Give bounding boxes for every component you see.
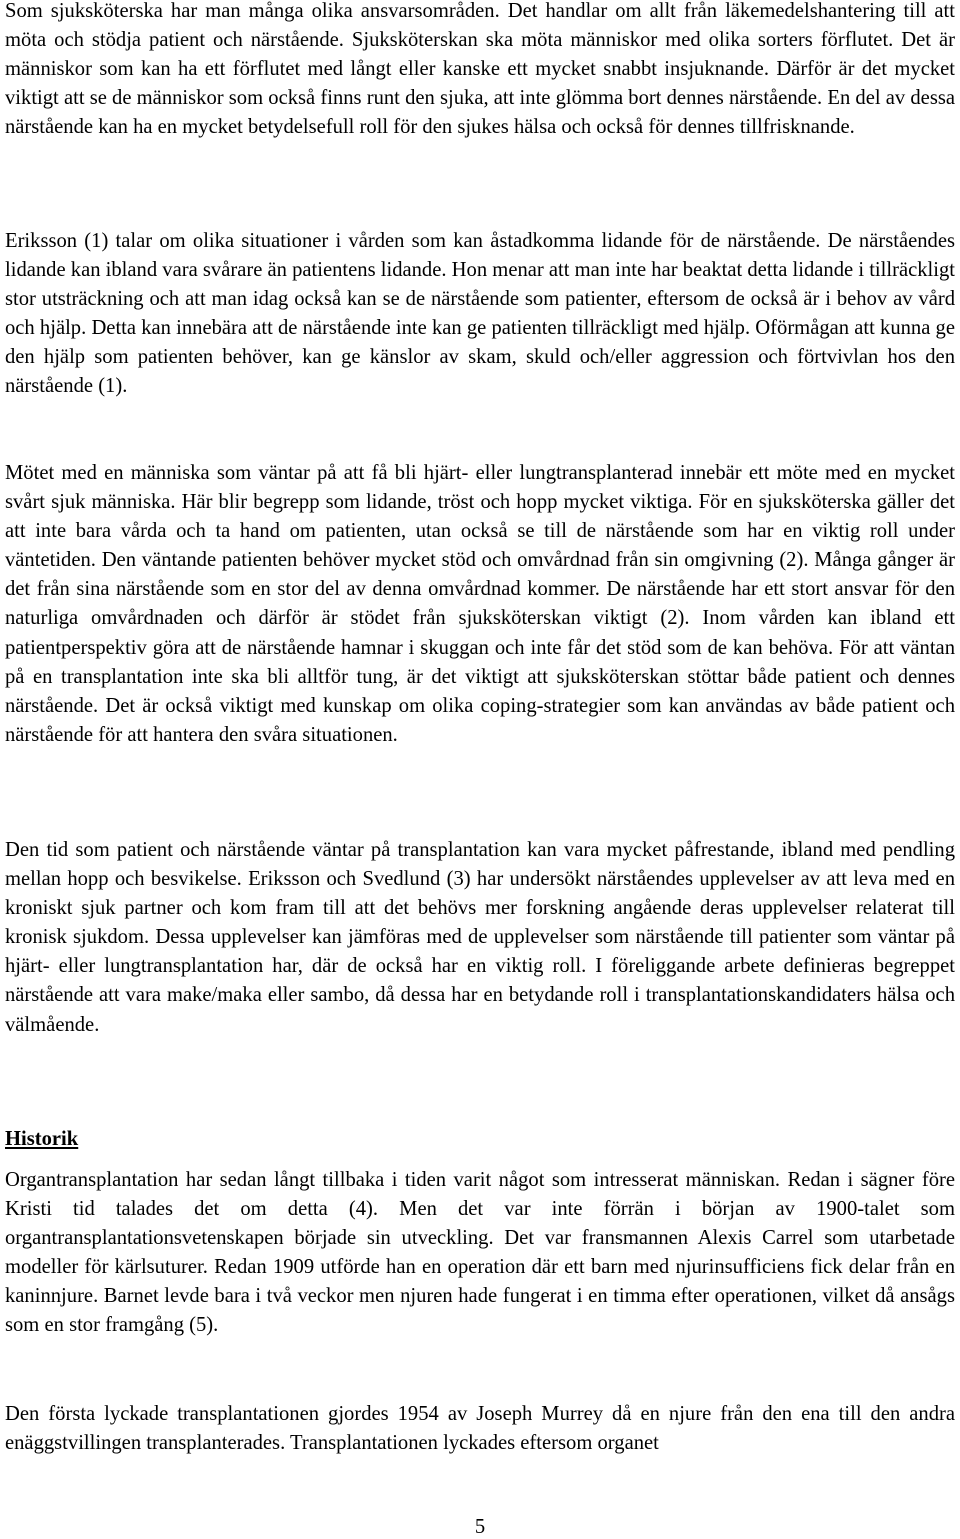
document-page [5, 0, 955, 1537]
body-paragraph-1: Som sjuksköterska har man många olika ansvarsområden. Det handlar om allt från läkemedelshantering till att möta och stödja patient och närstående. Sjuksköterskan ska möta människor med olika sorters förflutet. Det är människor som kan ha ett förflutet med långt eller kanske ett mycket snabbt insjuknande. Därför är det mycket viktigt att se de människor som också finns runt den sjuka, att inte glömma bort dennes närstående. En del av dessa närstående kan ha en mycket betydelsefull roll för den sjukes hälsa och också för dennes tillfrisknande. [5, 0, 955, 139]
body-paragraph-4: Den tid som patient och närstående väntar på transplantation kan vara mycket påfrestande, ibland med pendling mellan hopp och besvikelse. Eriksson och Svedlund (3) har undersökt närståendes upplevelser av att leva med en kroniskt sjuk partner och kom fram till att det behövs mer forskning angående deras upplevelser relaterat till kronisk sjukdom. Dessa upplevelser kan jämföras med de upplevelser som närstående till patienter som väntar på hjärt- eller lungtransplantation har, där de också har en viktig roll. I föreliggande arbete definieras begreppet närstående att vara make/maka eller sambo, då dessa har en betydande roll i transplantationskandidaters hälsa och välmående. [5, 839, 955, 1036]
section-paragraph-1: Organtransplantation har sedan långt tillbaka i tiden varit något som intresserat människan. Redan i sägner före Kristi tid talades det om detta (4). Men det var inte förrän i början av 1900-talet som organtransplantationsvetenskapen började sin utveckling. Det var fransmannen Alexis Carrel som utarbetade modeller för kärlsuturer. Redan 1909 utförde han en operation där ett barn med njurinsufficiens fick delar från en kaninnjure. Barnet levde bara i två veckor men njuren hade fungerat i en timma efter operationen, vilket då ansågs som en stor framgång (5). [5, 1169, 955, 1337]
section-paragraph-2: Den första lyckade transplantationen gjordes 1954 av Joseph Murrey då en njure från den ena till den andra enäggstvillingen transplanterades. Transplantationen lyckades eftersom organet [5, 1403, 955, 1455]
body-paragraph-2: Eriksson (1) talar om olika situationer i vården som kan åstadkomma lidande för de närstående. De närståendes lidande kan ibland vara svårare än patientens lidande. Hon menar att man inte har beaktat detta lidande i tillräckligt stor utsträckning och att man idag också kan se de närstående som patienter, eftersom de också är i behov av vård och hjälp. Detta kan innebära att de närstående inte kan ge patienten tillräckligt med hjälp. Oförmågan att kunna ge den hjälp som patienten behöver, kan ge känslor av skam, skuld och/eller aggression och förtvivlan hos den närstående (1). [5, 230, 955, 398]
page-number: 5 [474, 1516, 486, 1538]
section-heading-historik: Historik [5, 1128, 79, 1150]
body-paragraph-3: Mötet med en människa som väntar på att få bli hjärt- eller lungtransplanterad innebär ett möte med en mycket svårt sjuk människa. Här blir begrepp som lidande, tröst och hopp mycket viktiga. För en sjuksköterska gäller det att inte bara vårda och ta hand om patienten, utan också se till de närstående som har en viktig roll under väntetiden. Den väntande patienten behöver mycket stöd och omvårdnad från sin omgivning (2). Många gånger är det från sina närstående som en stor del av denna omvårdnad kommer. De närstående har ett stort ansvar för den naturliga omvårdnaden och därför är stödet från sjuksköterskan viktigt (2). Inom vården kan ibland ett patientperspektiv göra att de närstående hamnar i skuggan och inte får det stöd som de kan behöva. För att väntan på en transplantation inte ska bli alltför tung, är det viktigt att sjuksköterskan stöttar både patient och dennes närstående. Det är också viktigt med kunskap om olika coping-strategier som kan användas av både patient och närstående för att hantera den svåra situationen. [5, 462, 955, 746]
